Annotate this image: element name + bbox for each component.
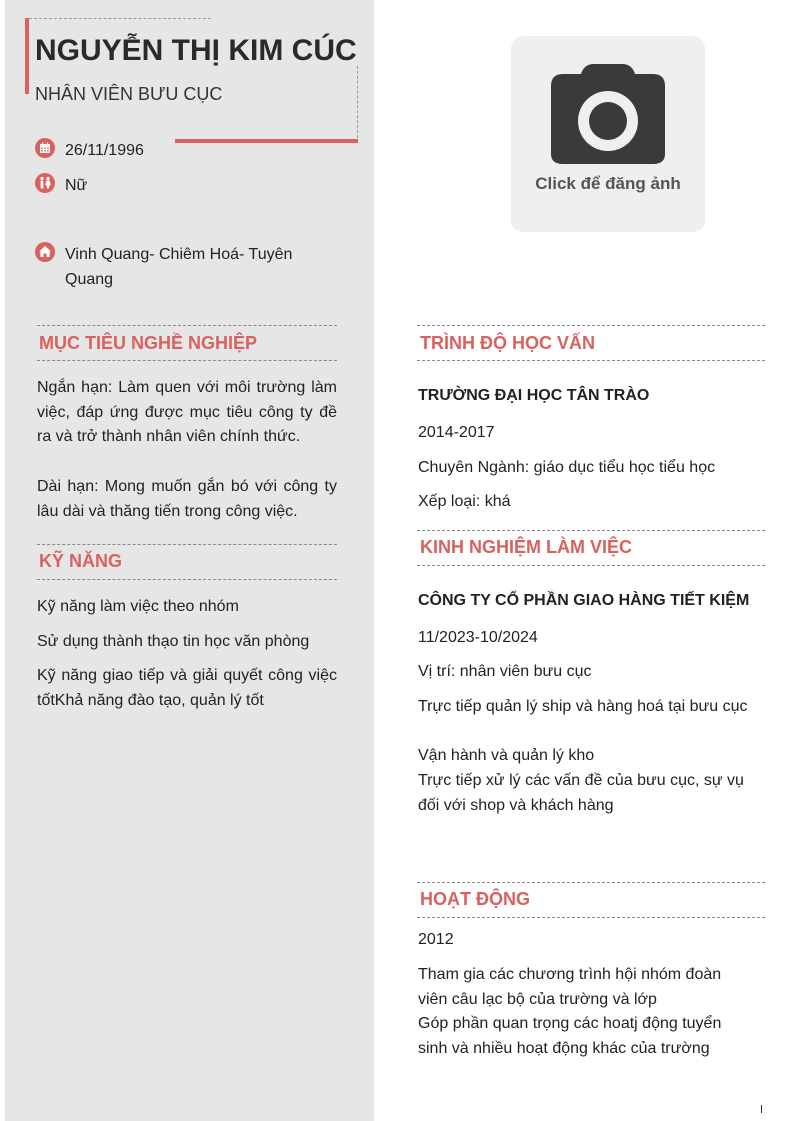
calendar-icon	[35, 138, 55, 158]
experience-top-divider	[417, 530, 765, 531]
education-title: TRÌNH ĐỘ HỌC VẤN	[420, 333, 595, 353]
page-tick-mark	[761, 1105, 762, 1113]
objective-short-term: Ngắn hạn: Làm quen với môi trường làm việc, đáp ứng được mục tiêu công ty đề ra và trở thành nhân viên chính thức.	[37, 379, 337, 446]
objective-title: MỤC TIÊU NGHỀ NGHIỆP	[39, 333, 258, 353]
experience-position: Vị trí: nhân viên bưu cục	[418, 663, 592, 680]
camera-icon	[549, 64, 667, 166]
education-rank: Xếp loại: khá	[418, 493, 511, 510]
experience-duty: Trực tiếp quản lý ship và hàng hoá tại bưu cục	[418, 698, 748, 715]
address-line-2: Quang	[65, 271, 114, 288]
name-box-top-line	[29, 18, 211, 19]
skills-top-divider	[37, 544, 337, 545]
dob-value: 26/11/1996	[65, 142, 144, 159]
objective-bottom-divider	[37, 360, 337, 361]
job-title: NHÂN VIÊN BƯU CỤC	[35, 84, 223, 104]
name-accent-bar	[25, 18, 29, 94]
experience-duty: Trực tiếp xử lý các vấn đề của bưu cục, sự vụ đối với shop và khách hàng	[418, 772, 744, 814]
activity-item: Góp phần quan trọng các hoatj động tuyển sinh và nhiều hoạt động khác của trường	[418, 1015, 722, 1057]
education-top-divider	[417, 325, 765, 326]
photo-upload[interactable]	[511, 36, 705, 232]
activities-year: 2012	[418, 931, 454, 948]
activities-top-divider	[417, 882, 765, 883]
activities-bottom-divider	[417, 917, 765, 918]
experience-duty: Vận hành và quản lý kho	[418, 747, 595, 764]
skill-item: Sử dụng thành thạo tin học văn phòng	[37, 633, 310, 650]
activity-item: Tham gia các chương trình hội nhóm đoàn viên câu lạc bộ của trường và lớp	[418, 966, 722, 1008]
experience-period: 11/2023-10/2024	[418, 629, 538, 646]
photo-upload-label: Click để đăng ảnh	[535, 174, 681, 193]
experience-company: CÔNG TY CỔ PHẦN GIAO HÀNG TIẾT KIỆM	[418, 592, 750, 609]
gender-icon	[35, 173, 55, 193]
name-box-right-line	[357, 66, 358, 138]
address-line-1: Vinh Quang- Chiêm Hoá- Tuyên	[65, 246, 293, 263]
candidate-name: NGUYỄN THỊ KIM CÚC	[35, 34, 357, 67]
education-period: 2014-2017	[418, 424, 495, 441]
education-school: TRƯỜNG ĐẠI HỌC TÂN TRÀO	[418, 387, 650, 404]
activities-title: HOẠT ĐỘNG	[420, 889, 530, 909]
home-icon	[35, 242, 55, 262]
education-major: Chuyên Ngành: giáo dục tiểu học tiểu học	[418, 459, 716, 476]
skills-title: KỸ NĂNG	[39, 551, 123, 571]
gender-value: Nữ	[65, 177, 88, 194]
experience-title: KINH NGHIỆM LÀM VIỆC	[420, 537, 633, 557]
education-bottom-divider	[417, 360, 765, 361]
objective-top-divider	[37, 325, 337, 326]
objective-long-term: Dài hạn: Mong muốn gắn bó với công ty lâu dài và thăng tiến trong công việc.	[37, 478, 337, 520]
skills-bottom-divider	[37, 579, 337, 580]
skill-item: Kỹ năng làm việc theo nhóm	[37, 598, 239, 615]
experience-bottom-divider	[417, 565, 765, 566]
skill-item: Kỹ năng giao tiếp và giải quyết công việc tốtKhả năng đào tạo, quản lý tốt	[37, 667, 337, 709]
name-underline-bar	[175, 139, 358, 143]
